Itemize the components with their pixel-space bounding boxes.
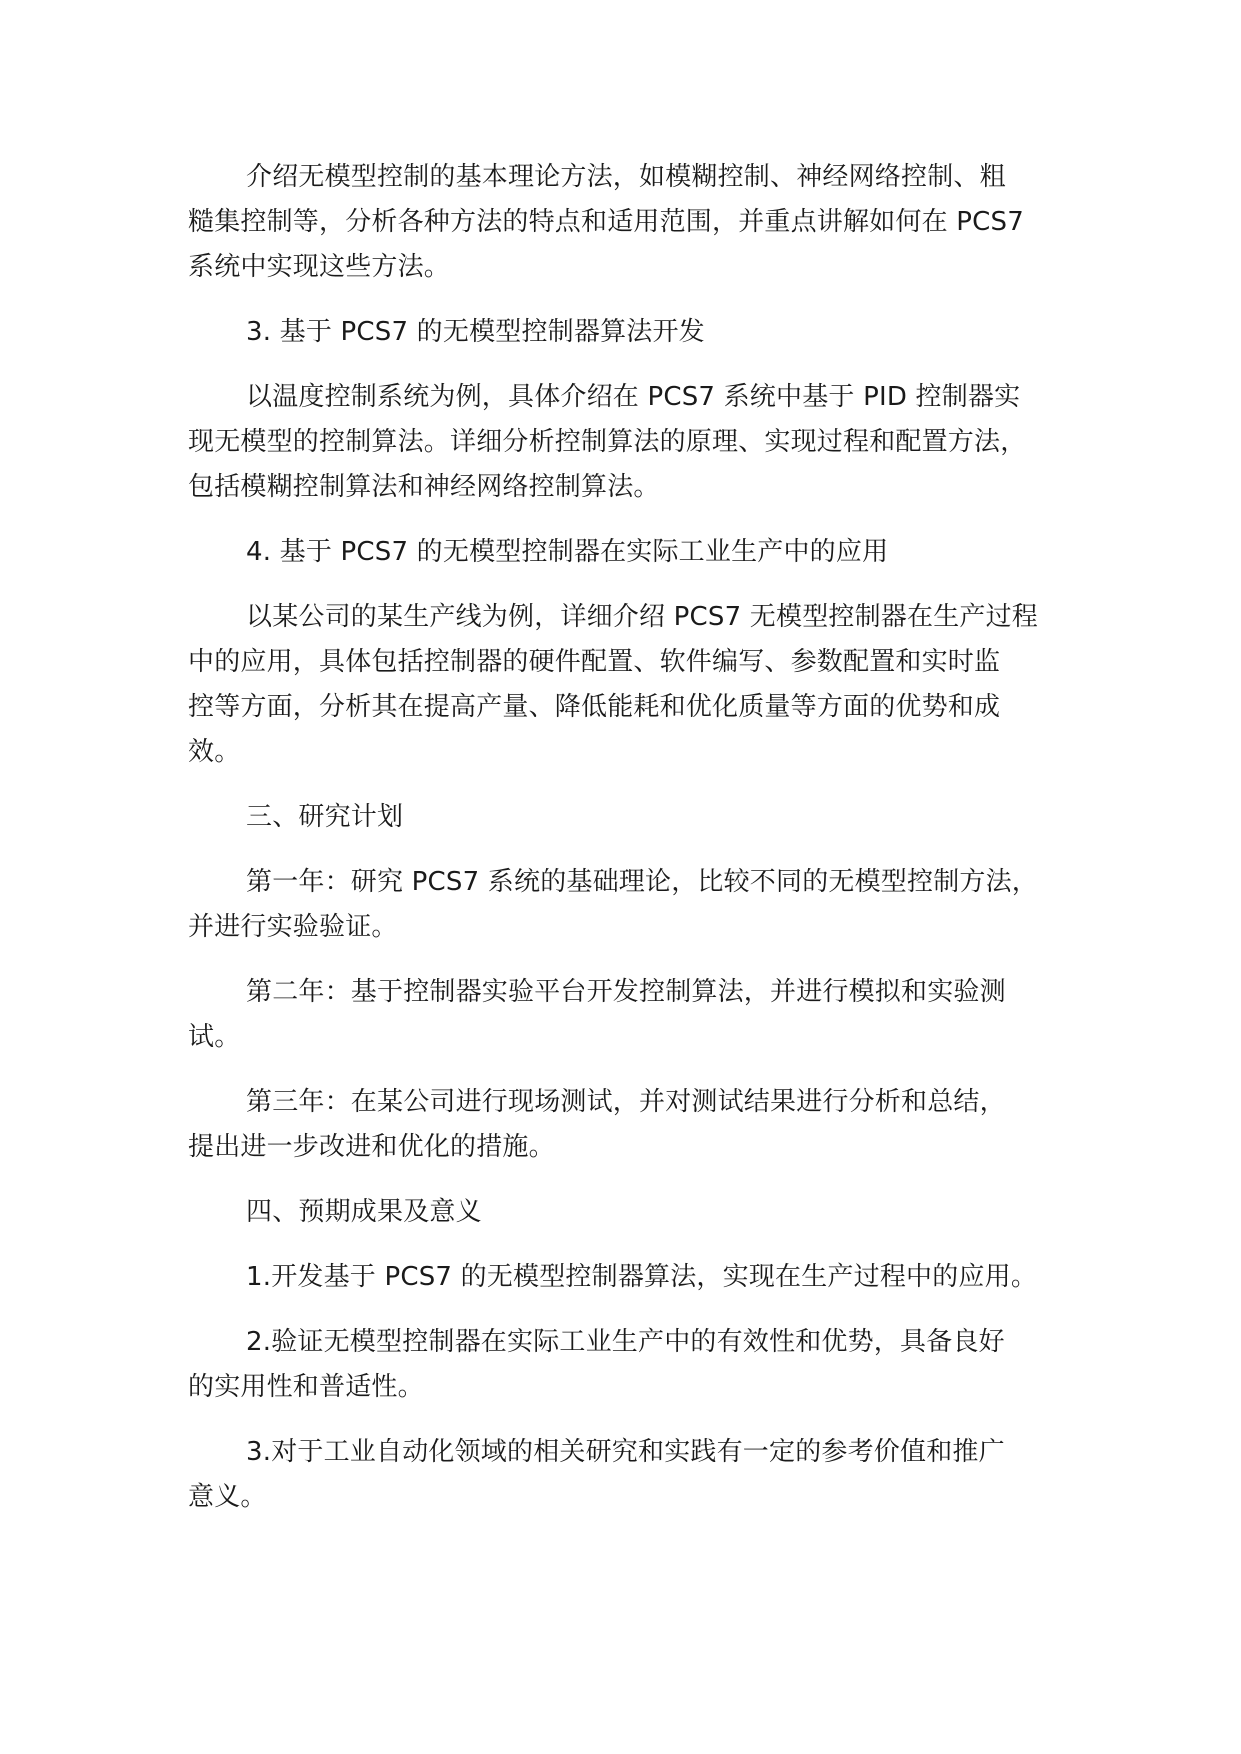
section-heading-research-plan xyxy=(188,795,1080,840)
text-line: 糙集控制等，分析各种方法的特点和适用范围，并重点讲解如何在 PCS7 xyxy=(188,207,1024,237)
text-line: 3.对于工业自动化领域的相关研究和实践有一定的参考价值和推广 xyxy=(246,1437,1005,1467)
text-line: 以某公司的某生产线为例，详细介绍 PCS7 无模型控制器在生产过程 xyxy=(246,602,1039,632)
text-line: 提出进一步改进和优化的措施。 xyxy=(188,1132,555,1162)
text-line: 以温度控制系统为例，具体介绍在 PCS7 系统中基于 PID 控制器实 xyxy=(246,382,1021,412)
paragraph-result-3 xyxy=(188,1430,1080,1520)
paragraph-methods-intro xyxy=(188,155,1080,290)
text-line: 3. 基于 PCS7 的无模型控制器算法开发 xyxy=(246,317,705,347)
paragraph-year-two xyxy=(188,970,1080,1060)
text-line: 中的应用，具体包括控制器的硬件配置、软件编写、参数配置和实时监 xyxy=(188,647,1001,677)
paragraph-year-one xyxy=(188,860,1080,950)
text-line: 第三年：在某公司进行现场测试，并对测试结果进行分析和总结， xyxy=(246,1087,1006,1117)
paragraph-result-2 xyxy=(188,1320,1080,1410)
paragraph-temperature-control xyxy=(188,375,1080,510)
section-heading-expected-results xyxy=(188,1190,1080,1235)
text-line: 4. 基于 PCS7 的无模型控制器在实际工业生产中的应用 xyxy=(246,537,889,567)
text-line: 介绍无模型控制的基本理论方法，如模糊控制、神经网络控制、粗 xyxy=(246,162,1006,192)
paragraph-year-three xyxy=(188,1080,1080,1170)
text-line: 的实用性和普适性。 xyxy=(188,1372,424,1402)
heading-item-3 xyxy=(188,310,1080,355)
text-line: 控等方面，分析其在提高产量、降低能耗和优化质量等方面的优势和成 xyxy=(188,692,1001,722)
text-line: 效。 xyxy=(188,737,241,767)
text-line: 包括模糊控制算法和神经网络控制算法。 xyxy=(188,472,660,502)
text-line: 现无模型的控制算法。详细分析控制算法的原理、实现过程和配置方法， xyxy=(188,427,1027,457)
text-line: 并进行实验验证。 xyxy=(188,912,398,942)
text-line: 第二年：基于控制器实验平台开发控制算法，并进行模拟和实验测 xyxy=(246,977,1006,1007)
paragraph-production-line xyxy=(188,595,1080,775)
text-line: 四、预期成果及意义 xyxy=(246,1197,482,1227)
text-line: 1.开发基于 PCS7 的无模型控制器算法，实现在生产过程中的应用。 xyxy=(246,1262,1038,1292)
paragraph-result-1 xyxy=(188,1255,1080,1300)
document-body xyxy=(188,155,1080,1540)
text-line: 三、研究计划 xyxy=(246,802,404,832)
heading-item-4 xyxy=(188,530,1080,575)
text-line: 第一年：研究 PCS7 系统的基础理论，比较不同的无模型控制方法， xyxy=(246,867,1039,897)
text-line: 意义。 xyxy=(188,1482,267,1512)
text-line: 2.验证无模型控制器在实际工业生产中的有效性和优势，具备良好 xyxy=(246,1327,1005,1357)
text-line: 系统中实现这些方法。 xyxy=(188,252,451,282)
text-line: 试。 xyxy=(188,1022,241,1052)
